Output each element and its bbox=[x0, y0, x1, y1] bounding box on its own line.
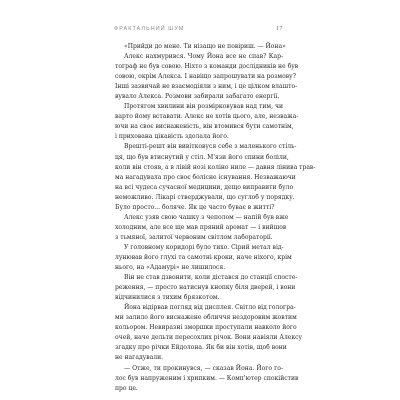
page-number: 17 bbox=[276, 25, 283, 32]
text-line: згадку про річки Ейдолона. Як би він хотів, щоб вони bbox=[115, 344, 287, 352]
text-line: Йона відірвав погляд від дисплея. Світло від гологра- bbox=[124, 304, 296, 312]
text-line: холодним, але все ще мав пряний аромат — і вийшов bbox=[115, 223, 287, 231]
text-line: реження, — просто натиснув кнопку біля дверей, і вони bbox=[115, 284, 296, 292]
text-line: ми залило його виснажене обличчя нездоровим жовтим bbox=[115, 314, 297, 322]
text-line: лос був напруженим і хрипким. — Комп'ютер спокійстив bbox=[115, 374, 299, 382]
text-line: — Отже, ти прокинувся, — сказав Йона. Його го- bbox=[124, 364, 283, 372]
text-line: і прихована цікавість здолала його. bbox=[115, 133, 229, 141]
text-line: варто йому вставати. Алекс не хотів цього, але, незважа- bbox=[115, 113, 299, 121]
text-line: тограф не був совою. Ніхто з команди дослідників не був bbox=[115, 63, 299, 71]
text-line: кольором. Невиразні зморшки проступали навколо його bbox=[115, 324, 297, 332]
text-line: Інші зазвичай не взаємодіяли з ним, і це цілком влашто- bbox=[115, 83, 298, 91]
text-line: ця, що був втиснутий у стіл. М'язи його спини боліли, bbox=[115, 153, 289, 161]
text-line: про це. bbox=[115, 384, 138, 392]
text-line: нього, на «Адамурі» не лишилося. bbox=[115, 264, 226, 272]
text-line: неможливо. Лікарі стверджували, що суглоб у порядку. bbox=[115, 193, 295, 201]
text-line: Алекс узяв свою чашку з чеполом — напій був вже bbox=[124, 213, 289, 221]
body-text bbox=[115, 42, 316, 394]
text-line: вувало Алекса. Розмови забирали забагато енергії. bbox=[115, 93, 280, 101]
text-line: У головному коридорі було тихо. Сірий метал від- bbox=[124, 243, 284, 251]
text-line: Було просто... боляче. Як це часто буває в житті? bbox=[115, 203, 275, 211]
text-line: Протягом хвилини він розмірковував над тим, чи bbox=[124, 103, 283, 111]
running-title: ФРАКТАЛЬНИЙ ШУМ bbox=[114, 26, 185, 32]
text-line: не нагадували. bbox=[115, 354, 164, 362]
text-line: совою, окрім Алекса. І навіщо запрошувати на розмову? bbox=[115, 73, 296, 81]
text-line: з тьмяної, залитої червоним світлом лабораторії. bbox=[115, 233, 273, 241]
text-line: відчинилися з тихим брязкотом. bbox=[115, 294, 220, 302]
text-line: ма нагадувала про своє болісне існування. Незважаючи bbox=[115, 173, 296, 181]
text-line: Алекс нахмурився. Чому Йона все не спав? Кар- bbox=[124, 53, 283, 61]
text-line: лунював його глухі та самотні кроки, наче ніхого, крім bbox=[115, 253, 292, 261]
text-line: коли він стояв, а в лівій нозі коліно ниле — давня лінива трав- bbox=[115, 163, 316, 171]
text-line: на всі чудеса сучасної медицини, дещо виправити було bbox=[115, 183, 294, 191]
text-line: «Прийди до мене. Ти нізащо не повіриш. — Йона» bbox=[124, 43, 286, 50]
text-line: очей, наче дельти пересохлих річок. Вони навіяли Алексу bbox=[115, 334, 303, 342]
text-line: Він не став дзвонити, коли дістався до станції спосте- bbox=[124, 274, 298, 282]
text-line: ючи на своє виснаженість, він втомився бути самотнім, bbox=[115, 123, 294, 131]
text-line: Врешті-решт він вивітковуся себе з маленького стіль- bbox=[124, 143, 297, 151]
